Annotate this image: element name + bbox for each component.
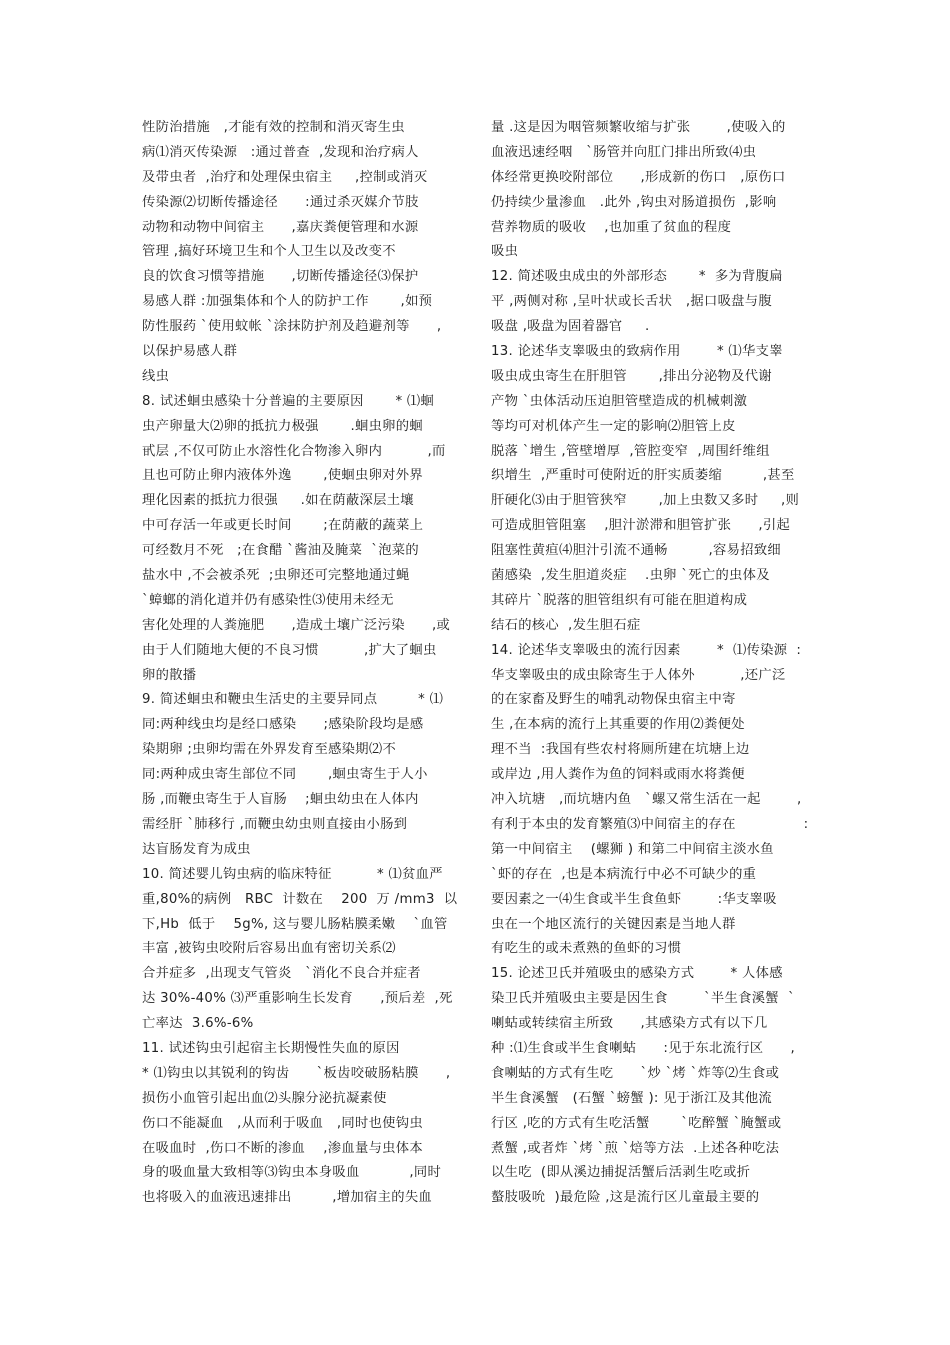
text-line: 的在家畜及野生的哺乳动物保虫宿主中寄 [491, 692, 736, 708]
text-line: 身的吸血量大致相等⑶钩虫本身吸血 ,同时 [142, 1165, 442, 1181]
text-line: 合并症多 ,出现支气管炎 `消化不良合并症者 [142, 966, 421, 982]
text-line: 13. 论述华支睾吸虫的致病作用 * ⑴华支睾 [491, 344, 783, 360]
text-line: 管理 ,搞好环境卫生和个人卫生以及改变不 [142, 244, 396, 260]
text-line: 吸虫 [491, 244, 519, 260]
text-line: 需经肝 `肺移行 ,而鞭虫幼虫则直接由小肠到 [142, 816, 408, 832]
text-line: 理化因素的抵抗力很强 .如在荫蔽深层土壤 [142, 493, 414, 509]
text-line: 其碎片 `脱落的胆管组织有可能在胆道构成 [491, 592, 748, 608]
text-line: 冲入坑塘 ,而坑塘内鱼 `螺又常生活在一起 , [491, 792, 802, 808]
left-column [142, 116, 472, 1211]
text-line: 染卫氏并殖吸虫主要是因生食 `半生食溪蟹 ` [491, 991, 795, 1007]
text-line: 螯肢吸吮 )最危险 ,这是流行区儿童最主要的 [491, 1190, 760, 1206]
text-line: 同:两种线虫均是经口感染 ;感染阶段均是感 [142, 717, 424, 733]
text-line: 产物 `虫体活动压迫胆管壁造成的机械刺激 [491, 393, 748, 409]
text-line: 行区 ,吃的方式有生吃活蟹 `吃醉蟹 `腌蟹或 [491, 1115, 782, 1131]
text-line: 吸盘 ,吸盘为固着器官 . [491, 319, 650, 335]
text-line: 体经常更换咬附部位 ,形成新的伤口 ,原伤口 [491, 169, 786, 185]
text-line: 也将吸入的血液迅速排出 ,增加宿主的失血 [142, 1190, 433, 1206]
text-line: 亡率达 3.6%-6% [142, 1016, 254, 1032]
text-line: 丰富 ,被钩虫咬附后容易出血有密切关系⑵ [142, 941, 396, 957]
text-line: 中可存活一年或更长时间 ;在荫蔽的蔬菜上 [142, 518, 424, 534]
text-line: 肝硬化⑶由于胆管狭窄 ,加上虫数又多时 ,则 [491, 493, 800, 509]
text-line: 仍持续少量渗血 .此外 ,钩虫对肠道损伤 ,影响 [491, 194, 777, 210]
text-line: 煮蟹 ,或者炸 `烤 `煎 `焙等方法 .上述各种吃法 [491, 1140, 780, 1156]
text-line: 14. 论述华支睾吸虫的流行因素 * ⑴传染源 : [491, 642, 802, 658]
text-line: 虫在一个地区流行的关键因素是当地人群 [491, 916, 736, 932]
text-line: 阻塞性黄疸⑷胆汁引流不通畅 ,容易招致细 [491, 543, 782, 559]
text-line: 易感人群 :加强集体和个人的防护工作 ,如预 [142, 294, 433, 310]
text-line: * ⑴钩虫以其锐利的钩齿 `板齿咬破肠粘膜 , [142, 1065, 451, 1081]
text-line: 甙层 ,不仅可防止水溶性化合物渗入卵内 ,而 [142, 443, 446, 459]
text-line: 重,80%的病例 RBC 计数在 200 万 /mm3 以 [142, 891, 458, 907]
text-line: 15. 论述卫氏并殖吸虫的感染方式 * 人体感 [491, 966, 783, 982]
text-line: 食喇蛄的方式有生吃 `炒 `烤 `炸等⑵生食或 [491, 1065, 780, 1081]
text-line: 肠 ,而鞭虫寄生于人盲肠 ;蛔虫幼虫在人体内 [142, 792, 419, 808]
text-line: 12. 简述吸虫成虫的外部形态 * 多为背腹扁 [491, 269, 783, 285]
text-line: 且也可防止卵内液体外逸 ,使蛔虫卵对外界 [142, 468, 423, 484]
text-line: 伤口不能凝血 ,从而利于吸血 ,同时也使钩虫 [142, 1115, 423, 1131]
text-line: `蟑螂的消化道并仍有感染性⑶使用未经无 [142, 592, 394, 608]
text-line: 防性服药 `使用蚊帐 `涂抹防护剂及趋避剂等 , [142, 319, 442, 335]
text-line: `虾的存在 ,也是本病流行中必不可缺少的重 [491, 866, 757, 882]
text-line: 有利于本虫的发育繁殖⑶中间宿主的存在 : [491, 816, 809, 832]
text-line: 9. 简述蛔虫和鞭虫生活史的主要异同点 * ⑴ [142, 692, 444, 708]
text-line: 达盲肠发育为成虫 [142, 841, 251, 857]
text-line: 性防治措施 ,才能有效的控制和消灭寄生虫 [142, 120, 405, 135]
text-line: 华支睾吸虫的成虫除寄生于人体外 ,还广泛 [491, 667, 786, 683]
text-line: 良的饮食习惯等措施 ,切断传播途径⑶保护 [142, 269, 419, 285]
text-line: 有吃生的或未煮熟的鱼虾的习惯 [491, 941, 682, 957]
text-line: 盐水中 ,不会被杀死 ;虫卵还可完整地通过蝇 [142, 568, 410, 584]
text-line: 菌感染 ,发生胆道炎症 .虫卵 `死亡的虫体及 [491, 568, 770, 584]
text-line: 传染源⑵切断传播途径 :通过杀灭媒介节肢 [142, 194, 419, 210]
text-line: 害化处理的人粪施肥 ,造成土壤广泛污染 ,或 [142, 617, 451, 633]
text-line: 脱落 `增生 ,管壁增厚 ,管腔变窄 ,周围纤维组 [491, 443, 770, 459]
text-line: 10. 简述婴儿钩虫病的临床特征 * ⑴贫血严 [142, 866, 443, 882]
text-line: 及带虫者 ,治疗和处理保虫宿主 ,控制或消灭 [142, 169, 428, 185]
text-line: 卵的散播 [142, 667, 197, 683]
text-line: 以生吃 (即从溪边捕捉活蟹后活剥生吃或折 [491, 1165, 751, 1181]
text-line: 结石的核心 ,发生胆石症 [491, 617, 641, 633]
text-line: 半生食溪蟹 (石蟹 `螃蟹 ): 见于浙江及其他流 [491, 1090, 773, 1106]
text-line: 病⑴消灭传染源 :通过普查 ,发现和治疗病人 [142, 144, 419, 160]
text-line: 营养物质的吸收 ,也加重了贫血的程度 [491, 219, 732, 235]
text-line: 第一中间宿主 (螺狮 ) 和第二中间宿主淡水鱼 [491, 841, 774, 857]
text-line: 11. 试述钩虫引起宿主长期慢性失血的原因 [142, 1040, 400, 1056]
text-line: 血液迅速经咽 `肠管并向肛门排出所致⑷虫 [491, 144, 757, 160]
text-line: 动物和动物中间宿主 ,嘉庆粪便管理和水源 [142, 219, 419, 235]
text-line: 要因素之一⑷生食或半生食鱼虾 :华支睾吸 [491, 891, 777, 907]
text-line: 种 :⑴生食或半生食喇蛄 :见于东北流行区 , [491, 1040, 796, 1056]
text-line: 可经数月不死 ;在食醋 `酱油及腌菜 `泡菜的 [142, 543, 419, 559]
right-column [491, 116, 821, 1211]
text-line: 虫产卵量大⑵卵的抵抗力极强 .蛔虫卵的蛔 [142, 418, 423, 434]
text-line: 或岸边 ,用人粪作为鱼的饲料或雨水将粪便 [491, 767, 745, 783]
text-line: 损伤小血管引起出血⑵头腺分泌抗凝素使 [142, 1090, 387, 1106]
text-line: 生 ,在本病的流行上其重要的作用⑵粪便处 [491, 717, 745, 733]
text-line: 等均可对机体产生一定的影响⑵胆管上皮 [491, 418, 736, 434]
text-line: 以保护易感人群 [142, 344, 238, 360]
text-line: 平 ,两侧对称 ,呈叶状或长舌状 ,据口吸盘与腹 [491, 294, 772, 310]
text-line: 达 30%-40% ⑶严重影响生长发育 ,预后差 ,死 [142, 991, 453, 1007]
text-line: 线虫 [142, 368, 170, 384]
text-line: 由于人们随地大便的不良习惯 ,扩大了蛔虫 [142, 642, 437, 658]
text-line: 同:两种成虫寄生部位不同 ,蛔虫寄生于人小 [142, 767, 428, 783]
text-line: 可造成胆管阻塞 ,胆汁淤滞和胆管扩张 ,引起 [491, 518, 791, 534]
text-line: 喇蛄或转续宿主所致 ,其感染方式有以下几 [491, 1016, 768, 1032]
text-line: 在吸血时 ,伤口不断的渗血 ,渗血量与虫体本 [142, 1140, 423, 1156]
text-line: 量 .这是因为咽管频繁收缩与扩张 ,使吸入的 [491, 120, 786, 135]
text-line: 理不当 :我国有些农村将厕所建在坑塘上边 [491, 742, 750, 758]
text-line: 8. 试述蛔虫感染十分普遍的主要原因 * ⑴蛔 [142, 393, 435, 409]
text-line: 吸虫成虫寄生在肝胆管 ,排出分泌物及代谢 [491, 368, 772, 384]
text-line: 下,Hb 低于 5g%, 这与婴儿肠粘膜柔嫩 `血管 [142, 916, 448, 932]
text-line: 织增生 ,严重时可使附近的肝实质萎缩 ,甚至 [491, 468, 795, 484]
text-line: 染期卵 ;虫卵均需在外界发育至感染期⑵不 [142, 742, 397, 758]
